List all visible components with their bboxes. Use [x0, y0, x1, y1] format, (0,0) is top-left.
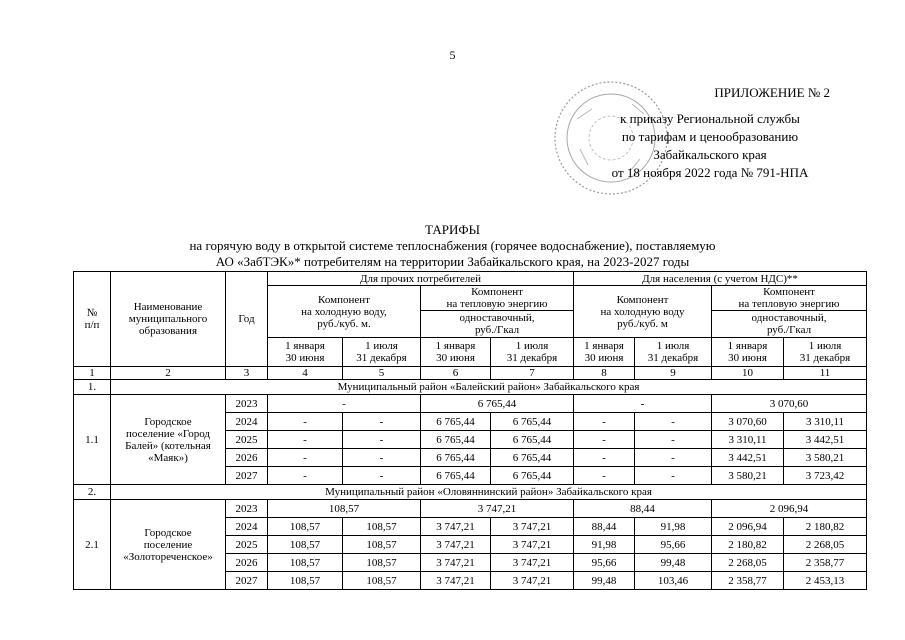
period-jul-dec: 1 июля 31 декабря — [784, 338, 867, 367]
column-number: 4 — [268, 367, 343, 380]
value-cell: 6 765,44 — [421, 467, 491, 485]
value-cell: 6 765,44 — [491, 467, 574, 485]
title-line: на горячую воду в открытой системе теплоснабжения (горячее водоснабжение), поставляемую — [189, 238, 716, 253]
column-number: 1 — [74, 367, 111, 380]
appendix-line: к приказу Региональной службы — [620, 111, 800, 126]
column-number: 11 — [784, 367, 867, 380]
header-year: Год — [226, 272, 268, 367]
value-cell: 3 580,21 — [784, 449, 867, 467]
value-cell: 2 096,94 — [712, 518, 784, 536]
period-jan-jun: 1 января 30 июня — [712, 338, 784, 367]
section-number: 2. — [74, 485, 111, 500]
value-cell: 108,57 — [343, 572, 421, 590]
header-num: № п/п — [74, 272, 111, 367]
value-cell: 3 747,21 — [421, 500, 574, 518]
year-cell: 2023 — [226, 500, 268, 518]
value-cell: 6 765,44 — [421, 431, 491, 449]
value-cell: 3 747,21 — [491, 554, 574, 572]
value-cell: 2 268,05 — [712, 554, 784, 572]
value-cell: 3 442,51 — [784, 431, 867, 449]
value-cell: - — [343, 449, 421, 467]
value-cell: 3 070,60 — [712, 413, 784, 431]
year-cell: 2027 — [226, 467, 268, 485]
value-cell: 108,57 — [268, 536, 343, 554]
value-cell: - — [574, 413, 635, 431]
value-cell: 3 747,21 — [491, 536, 574, 554]
value-cell: 6 765,44 — [421, 413, 491, 431]
municipality-name: Городское поселение «Золотореченское» — [111, 500, 226, 590]
value-cell: - — [635, 431, 712, 449]
value-cell: 3 580,21 — [712, 467, 784, 485]
appendix-line: по тарифам и ценообразованию — [621, 129, 799, 144]
value-cell: - — [574, 431, 635, 449]
title-line: АО «ЗабТЭК»* потребителям на территории Забайкальского края, на 2023-2027 годы — [215, 254, 690, 269]
year-cell: 2025 — [226, 536, 268, 554]
header-cold-other: Компонент на холодную воду, руб./куб. м. — [268, 286, 421, 338]
value-cell: - — [343, 413, 421, 431]
year-cell: 2024 — [226, 518, 268, 536]
period-jan-jun: 1 января 30 июня — [421, 338, 491, 367]
column-number: 5 — [343, 367, 421, 380]
section-row — [74, 380, 867, 395]
value-cell: - — [574, 467, 635, 485]
section-number: 1. — [74, 380, 111, 395]
value-cell: 3 747,21 — [491, 572, 574, 590]
value-cell: 108,57 — [343, 536, 421, 554]
value-cell: 6 765,44 — [421, 449, 491, 467]
value-cell: 2 358,77 — [784, 554, 867, 572]
section-title: Муниципальный район «Оловяннинский район» Забайкальского края — [111, 485, 867, 500]
period-jul-dec: 1 июля 31 декабря — [635, 338, 712, 367]
value-cell: 88,44 — [574, 500, 712, 518]
value-cell: - — [268, 395, 421, 413]
value-cell: 3 747,21 — [421, 554, 491, 572]
value-cell: 3 442,51 — [712, 449, 784, 467]
value-cell: - — [635, 449, 712, 467]
value-cell: 108,57 — [268, 500, 421, 518]
column-number: 3 — [226, 367, 268, 380]
value-cell: 6 765,44 — [491, 431, 574, 449]
value-cell: 3 747,21 — [421, 572, 491, 590]
period-jul-dec: 1 июля 31 декабря — [491, 338, 574, 367]
column-number: 8 — [574, 367, 635, 380]
period-jan-jun: 1 января 30 июня — [268, 338, 343, 367]
value-cell: - — [574, 449, 635, 467]
header-heat-population: Компонент на тепловую энергию — [712, 286, 867, 311]
value-cell: - — [574, 395, 712, 413]
column-number: 10 — [712, 367, 784, 380]
header-name: Наименование муниципального образования — [111, 272, 226, 367]
value-cell: 6 765,44 — [421, 395, 574, 413]
value-cell: 2 180,82 — [712, 536, 784, 554]
municipality-name: Городское поселение «Город Балей» (котельная «Маяк») — [111, 395, 226, 485]
value-cell: 108,57 — [268, 518, 343, 536]
value-cell: 6 765,44 — [491, 449, 574, 467]
tariffs-table — [73, 271, 867, 590]
subsection-number: 2.1 — [74, 500, 111, 590]
value-cell: 3 747,21 — [491, 518, 574, 536]
year-cell: 2026 — [226, 449, 268, 467]
year-cell: 2025 — [226, 431, 268, 449]
value-cell: 91,98 — [635, 518, 712, 536]
table-row — [74, 500, 867, 518]
period-jul-dec: 1 июля 31 декабря — [343, 338, 421, 367]
section-title: Муниципальный район «Балейский район» Забайкальского края — [111, 380, 867, 395]
value-cell: 2 268,05 — [784, 536, 867, 554]
title-line: ТАРИФЫ — [425, 222, 480, 237]
value-cell: 91,98 — [574, 536, 635, 554]
value-cell: 88,44 — [574, 518, 635, 536]
table-row — [74, 395, 867, 413]
column-number: 9 — [635, 367, 712, 380]
appendix-block — [560, 84, 860, 182]
header-group-other: Для прочих потребителей — [268, 272, 574, 286]
value-cell: 3 310,11 — [784, 413, 867, 431]
value-cell: 2 358,77 — [712, 572, 784, 590]
value-cell: 108,57 — [343, 554, 421, 572]
value-cell: 3 747,21 — [421, 518, 491, 536]
value-cell: 3 070,60 — [712, 395, 867, 413]
header-cold-population: Компонент на холодную воду руб./куб. м — [574, 286, 712, 338]
value-cell: 108,57 — [268, 554, 343, 572]
value-cell: - — [343, 431, 421, 449]
year-cell: 2024 — [226, 413, 268, 431]
appendix-title: ПРИЛОЖЕНИЕ № 2 — [714, 85, 830, 100]
value-cell: 3 723,42 — [784, 467, 867, 485]
header-heat-rate-other: одноставочный, руб./Гкал — [421, 311, 574, 338]
value-cell: 3 310,11 — [712, 431, 784, 449]
value-cell: 6 765,44 — [491, 413, 574, 431]
section-row — [74, 485, 867, 500]
value-cell: 2 096,94 — [712, 500, 867, 518]
value-cell: - — [268, 467, 343, 485]
column-number: 2 — [111, 367, 226, 380]
appendix-line: Забайкальского края — [653, 147, 767, 162]
header-heat-rate-population: одноставочный, руб./Гкал — [712, 311, 867, 338]
value-cell: - — [268, 413, 343, 431]
value-cell: - — [268, 431, 343, 449]
value-cell: 108,57 — [268, 572, 343, 590]
column-number: 7 — [491, 367, 574, 380]
value-cell: 99,48 — [574, 572, 635, 590]
appendix-line: от 18 ноября 2022 года № 791-НПА — [611, 165, 809, 180]
header-group-population: Для населения (с учетом НДС)** — [574, 272, 867, 286]
value-cell: 103,46 — [635, 572, 712, 590]
year-cell: 2026 — [226, 554, 268, 572]
value-cell: 95,66 — [635, 536, 712, 554]
document-title — [0, 222, 905, 270]
value-cell: - — [268, 449, 343, 467]
value-cell: 99,48 — [635, 554, 712, 572]
period-jan-jun: 1 января 30 июня — [574, 338, 635, 367]
value-cell: - — [635, 413, 712, 431]
value-cell: 3 747,21 — [421, 536, 491, 554]
subsection-number: 1.1 — [74, 395, 111, 485]
value-cell: 2 180,82 — [784, 518, 867, 536]
value-cell: 108,57 — [343, 518, 421, 536]
year-cell: 2027 — [226, 572, 268, 590]
year-cell: 2023 — [226, 395, 268, 413]
value-cell: 95,66 — [574, 554, 635, 572]
page-number: 5 — [449, 48, 456, 62]
value-cell: - — [343, 467, 421, 485]
value-cell: 2 453,13 — [784, 572, 867, 590]
column-number: 6 — [421, 367, 491, 380]
header-heat-other: Компонент на тепловую энергию — [421, 286, 574, 311]
value-cell: - — [635, 467, 712, 485]
